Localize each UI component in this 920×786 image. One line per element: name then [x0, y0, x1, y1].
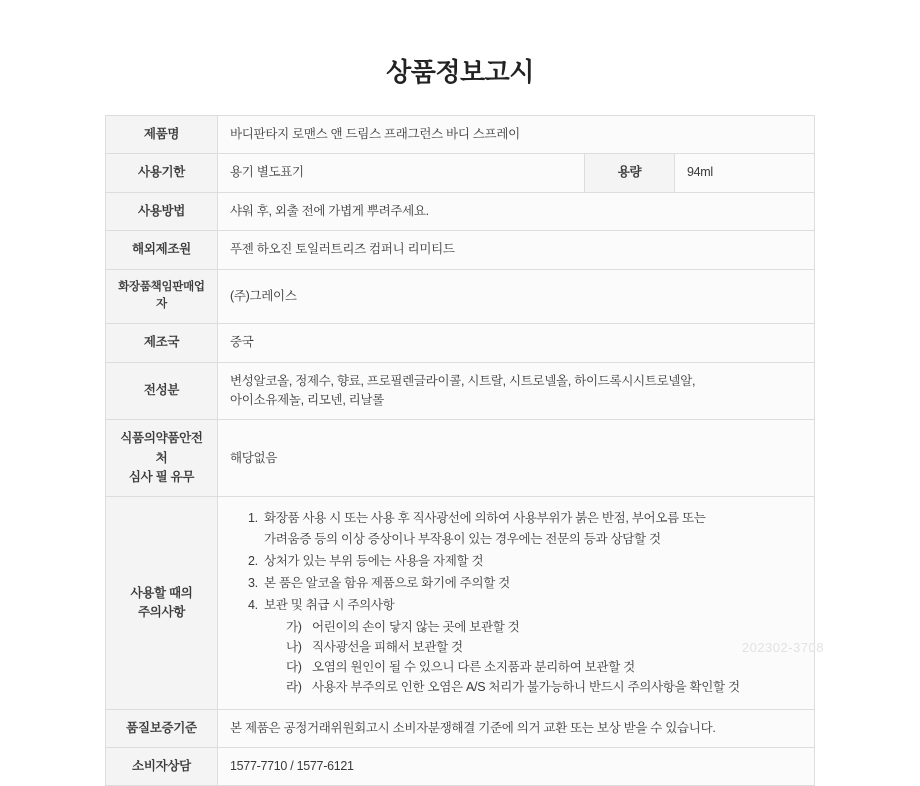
row-label-usage: 사용방법 [106, 192, 218, 230]
sub-marker-ra: 라) [286, 680, 302, 695]
row-value-usage: 샤워 후, 외출 전에 가볍게 뿌려주세요. [218, 192, 815, 230]
precautions-list [230, 508, 802, 697]
table-row [106, 497, 815, 709]
table-row [106, 231, 815, 269]
row-value-mfds-review: 해당없음 [218, 420, 815, 497]
list-item [248, 508, 802, 549]
sub-marker-na: 나) [286, 639, 302, 654]
notice-1-line-2: 가려움증 등의 이상 증상이나 부작용이 있는 경우에는 전문의 등과 상담할 것 [264, 531, 661, 546]
row-label-volume: 용량 [584, 154, 674, 192]
table-row [106, 420, 815, 497]
sub-marker-da: 다) [286, 660, 302, 675]
table-row [106, 709, 815, 747]
row-label-customer-service: 소비자상담 [106, 748, 218, 786]
row-value-volume: 94ml [674, 154, 814, 192]
row-label-responsible-seller: 화장품책임판매업자 [106, 269, 218, 324]
sub-text-ra: 사용자 부주의로 인한 오염은 A/S 처리가 불가능하니 반드시 주의사항을 확인할 것 [312, 680, 740, 695]
table-row [106, 269, 815, 324]
table-row [106, 324, 815, 362]
table-row [106, 192, 815, 230]
row-value-quality-guarantee: 본 제품은 공정거래위원회고시 소비자분쟁해결 기준에 의거 교환 또는 보상 받을 수 있습니다. [218, 709, 815, 747]
list-item [248, 573, 802, 593]
table-row [106, 748, 815, 786]
row-label-product-name: 제품명 [106, 116, 218, 154]
notice-3-line-1: 본 품은 알코올 함유 제품으로 화기에 주의할 것 [264, 576, 510, 591]
mfds-label-line-2: 심사 필 유무 [128, 470, 195, 484]
list-item [248, 595, 802, 697]
product-info-table-wrap [105, 115, 815, 786]
ingredients-line-1: 변성알코올, 정제수, 향료, 프로필렌글라이콜, 시트랄, 시트로넬올, 하이드록시시트로넬알, [230, 373, 696, 388]
row-value-overseas-manufacturer: 푸젠 하오진 토일러트리즈 컴퍼니 리미티드 [218, 231, 815, 269]
mfds-label-line-1: 식품의약품안전처 [120, 431, 203, 465]
sub-text-na: 직사광선을 피해서 보관할 것 [312, 639, 463, 654]
sub-marker-ga: 가) [286, 619, 302, 634]
row-label-quality-guarantee: 품질보증기준 [106, 709, 218, 747]
sub-text-ga: 어린이의 손이 닿지 않는 곳에 보관할 것 [312, 619, 520, 634]
row-label-precautions [106, 497, 218, 709]
row-value-ingredients [218, 362, 815, 420]
table-row [106, 362, 815, 420]
list-item [248, 551, 802, 571]
row-label-expiry: 사용기한 [106, 154, 218, 192]
list-item [286, 677, 802, 697]
notice-1-line-1: 화장품 사용 시 또는 사용 후 직사광선에 의하여 사용부위가 붉은 반점, 부어오름 또는 [264, 511, 706, 526]
watermark: 202302-3708 [741, 640, 824, 655]
row-value-customer-service: 1577-7710 / 1577-6121 [218, 748, 815, 786]
list-item [286, 637, 802, 657]
row-value-expiry: 용기 별도표기 [218, 154, 585, 192]
table-row [106, 116, 815, 154]
table-row [106, 154, 815, 192]
row-value-responsible-seller: (주)그레이스 [218, 269, 815, 324]
page-title: 상품정보고시 [386, 57, 534, 87]
row-label-overseas-manufacturer: 해외제조원 [106, 231, 218, 269]
row-value-product-name: 바디판타지 로맨스 앤 드림스 프래그런스 바디 스프레이 [218, 116, 815, 154]
row-value-precautions [218, 497, 815, 709]
product-info-table [105, 115, 815, 786]
row-label-mfds-review [106, 420, 218, 497]
list-item [286, 657, 802, 677]
row-value-country-of-origin: 중국 [218, 324, 815, 362]
row-label-country-of-origin: 제조국 [106, 324, 218, 362]
notice-4-line-1: 보관 및 취급 시 주의사항 [264, 598, 395, 613]
notice-2-line-1: 상처가 있는 부위 등에는 사용을 자제할 것 [264, 553, 484, 568]
precautions-label-line-1: 사용할 때의 [130, 585, 193, 600]
precautions-sublist [264, 617, 802, 698]
sub-text-da: 오염의 원인이 될 수 있으니 다른 소지품과 분리하여 보관할 것 [312, 660, 635, 675]
ingredients-line-2: 아이소유제놀, 리모넨, 리날롤 [230, 392, 384, 407]
list-item [286, 617, 802, 637]
precautions-label-line-2: 주의사항 [137, 605, 186, 619]
row-label-ingredients: 전성분 [106, 362, 218, 420]
